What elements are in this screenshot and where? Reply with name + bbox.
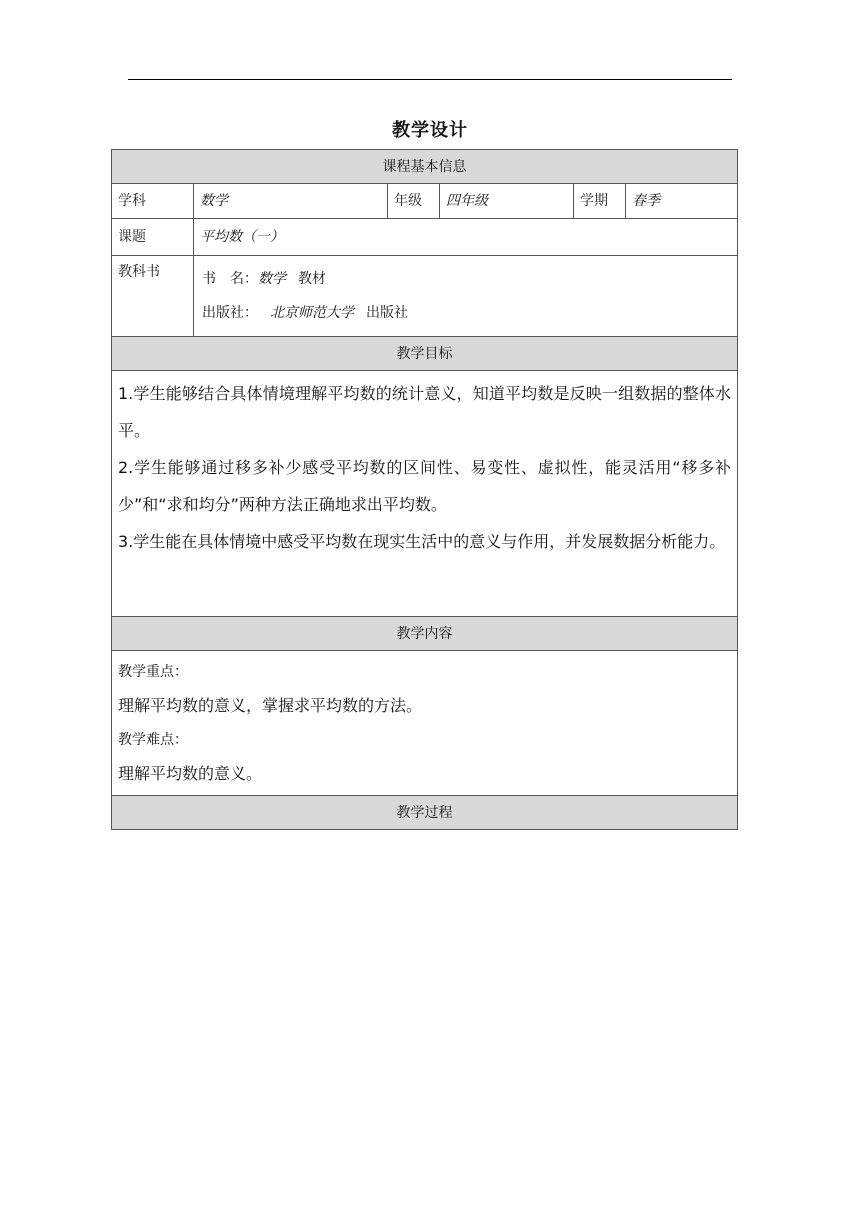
publisher-value: 北京师范大学 [270, 305, 354, 321]
difficulty-label: 教学难点： [118, 732, 188, 748]
publisher-label: 出版社： [202, 305, 258, 321]
grade-value: 四年级 [440, 184, 574, 219]
key-point-label: 教学重点： [118, 664, 188, 680]
section-header-content: 教学内容 [112, 617, 738, 651]
topic-label: 课题 [112, 219, 194, 256]
book-name-suffix: 教材 [298, 271, 326, 287]
lesson-plan-table [111, 149, 738, 830]
content-body [112, 651, 738, 796]
term-label: 学期 [574, 184, 626, 219]
objective-item-1: 1.学生能够结合具体情境理解平均数的统计意义，知道平均数是反映一组数据的整体水平。 [118, 384, 732, 440]
book-name-line [202, 262, 729, 296]
subject-value: 数学 [194, 184, 388, 219]
document-title: 教学设计 [392, 120, 468, 141]
header-rule [128, 79, 732, 80]
section-header-basic-info: 课程基本信息 [112, 150, 738, 184]
objective-item-2: 2.学生能够通过移多补少感受平均数的区间性、易变性、虚拟性，能灵活用“移多补少”和“求和均分”两种方法正确地求出平均数。 [118, 458, 732, 514]
objectives-list [112, 371, 738, 617]
section-header-process: 教学过程 [112, 796, 738, 830]
grade-label: 年级 [388, 184, 440, 219]
book-name-label: 书 名： [202, 271, 258, 287]
publisher-suffix: 出版社 [366, 305, 408, 321]
textbook-label: 教科书 [112, 256, 194, 337]
subject-label: 学科 [112, 184, 194, 219]
textbook-details [194, 256, 738, 337]
key-point-text: 理解平均数的意义，掌握求平均数的方法。 [118, 696, 423, 715]
section-header-objectives: 教学目标 [112, 337, 738, 371]
term-value: 春季 [626, 184, 738, 219]
difficulty-text: 理解平均数的意义。 [118, 764, 263, 783]
book-name-value: 数学 [258, 271, 286, 287]
objective-item-3: 3.学生能在具体情境中感受平均数在现实生活中的意义与作用，并发展数据分析能力。 [118, 532, 726, 551]
publisher-line [202, 296, 729, 330]
topic-value: 平均数（一） [194, 219, 738, 256]
